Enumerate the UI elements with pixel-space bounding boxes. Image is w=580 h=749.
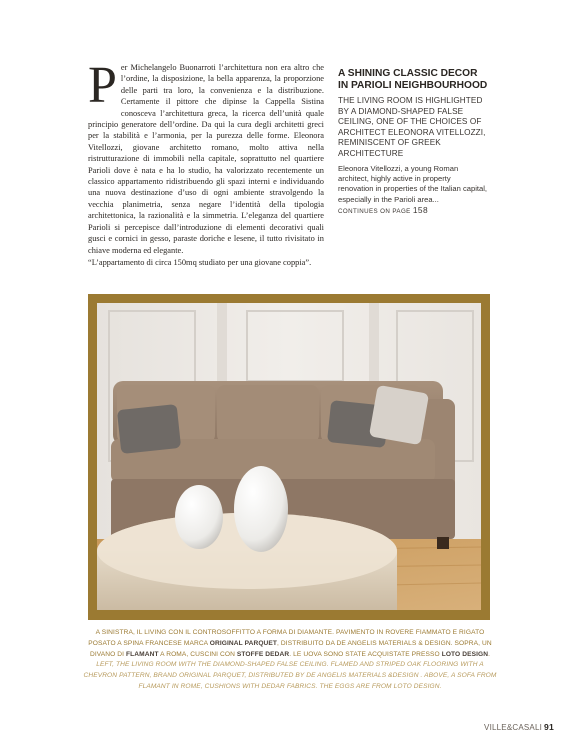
article-body: er Michelangelo Buonarroti l’architettura non era altro che l’ordine, la disposizione, la bella apparenza, la proporzione delle parti tra loro, la convenienza e la distribuzione. Certamente il pittore che dipinse la Cappella Sistina conosceva l’architettura greca, la ricerca dell’unità quale principio generatore dell’ordine. Da qui la cura degli architetti greci per la stabilità e l’armonia, per la purezza delle forme. Eleonora Vitellozzi, giovane architetto romano, molto attiva nella ristrutturazione di immobili nella capitale, soprattutto nel quartiere Parioli dove è nata e ha lo studio, ha valorizzato recentemente un classico appartamento ridistribuendo gli spazi interni e individuando una nuova destinazione d’uso di ogni ambiente stravolgendo la vecchia planimetria, senza negare l’identità della tipologia architettonica, la razionalità e la simmetria. L’eleganza del quartiere Parioli si percepisce dall’introduzione di elementi decorativi quali gusci e cornici in gesso, paraste doriche e lesene, il tutto rivisitato in chiave moderna ed elegante.: [88, 63, 324, 255]
continues-page-number: 158: [412, 205, 429, 216]
drop-cap: P: [88, 57, 117, 114]
caption-brand-loto-design: LOTO DESIGN: [441, 650, 489, 658]
english-body: [338, 164, 488, 218]
page-number: 91: [544, 722, 554, 732]
caption-it-text-5: .: [488, 650, 491, 658]
continues-on-page: [338, 205, 429, 216]
page-footer: [484, 722, 554, 732]
caption-it-text-3: A ROMA, CUSCINI CON: [158, 650, 237, 658]
english-body-text: Eleonora Vitellozzi, a young Roman architect, highly active in property renovation in properties of the Italian capital, especially in the Parioli area...: [338, 163, 488, 204]
caption-brand-flamant: FLAMANT: [126, 650, 159, 658]
living-room-photo: [97, 303, 481, 610]
continues-label: CONTINUES ON PAGE: [338, 208, 411, 216]
caption-brand-dedar: STOFFE DEDAR: [236, 650, 290, 658]
photo-caption: [82, 628, 498, 693]
italian-article-text: [88, 57, 324, 268]
caption-it-text-2: , DISTRIBUITO DA DE ANGELIS MATERIALS & DESIGN. SOPRA, UN DIVANO DI: [89, 639, 492, 658]
english-summary: [338, 68, 488, 218]
english-title: A SHINING CLASSIC DECOR IN PARIOLI NEIGHBOURHOOD: [338, 68, 488, 91]
living-room-photo-frame: [88, 294, 490, 620]
caption-italian: [82, 628, 498, 660]
caption-it-text-4: . LE UOVA SONO STATE ACQUISTATE PRESSO: [289, 650, 442, 658]
article-quote: “L’appartamento di circa 150mq studiato per una giovane coppia”.: [88, 257, 312, 267]
caption-english: LEFT, THE LIVING ROOM WITH THE DIAMOND-SHAPED FALSE CEILING. FLAMED AND STRIPED OAK FLOORING WITH A CHEVRON PATTERN, BRAND ORIGINAL PARQUET, DISTRIBUTED BY DE ANGELIS MATERIALS &DESIGN . ABOVE, A SOFA FROM FLAMANT IN ROME, CUSHIONS WITH DEDAR FABRICS. THE EGGS ARE FROM LOTO DESIGN.: [83, 661, 497, 690]
caption-it-text-1: A SINISTRA, IL LIVING CON IL CONTROSOFFITTO A FORMA DI DIAMANTE. PAVIMENTO IN ROVERE FIAMMATO E RIGATO POSATO A SPINA FRANCESE MARCA: [88, 629, 485, 647]
caption-brand-original-parquet: ORIGINAL PARQUET: [209, 639, 278, 647]
english-subtitle: THE LIVING ROOM IS HIGHLIGHTED BY A DIAMOND-SHAPED FALSE CEILING, ONE OF THE CHOICES OF ARCHITECT ELEONORA VITELLOZZI, REMINISCENT OF GREEK ARCHITECTURE: [338, 96, 486, 158]
magazine-name: VILLE&CASALI: [484, 723, 543, 732]
